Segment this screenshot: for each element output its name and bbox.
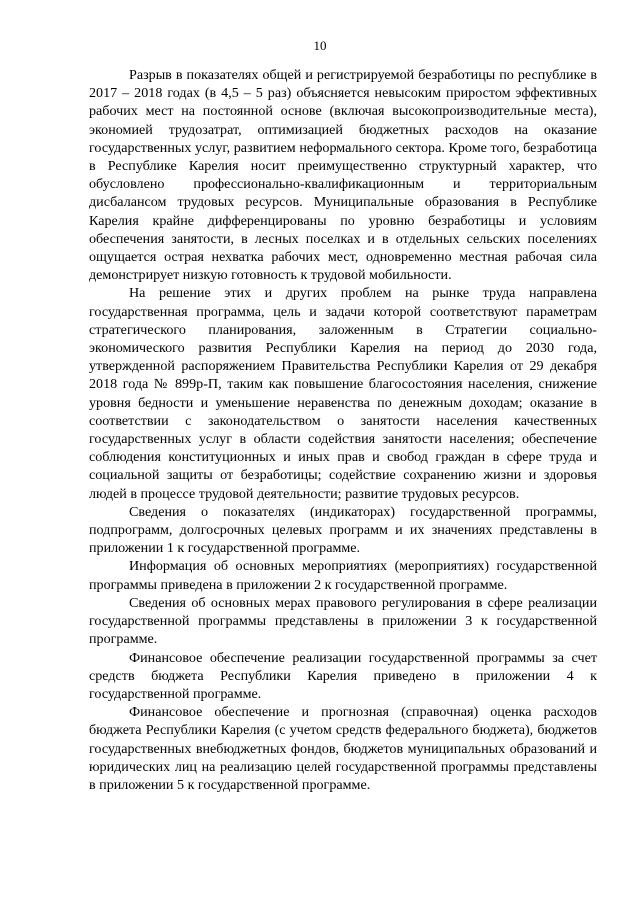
page-number: 10 [313, 38, 327, 53]
paragraph-unemployment-gap: Разрыв в показателях общей и регистрируемой безработицы по республике в 2017 – 2018 годах (в 4,5 – 5 раз) объясняется невысоким приростом эффективных рабочих мест на постоянной основе (включая высокопроизводительные места), экономией трудозатрат, оптимизацией бюджетных расходов на оказание государственных услуг, развитием неформального сектора. Кроме того, безработица в Республике Карелия носит преимущественно структурный характер, что обусловлено профессионально-квалификационным и территориальным дисбалансом трудовых ресурсов. Муниципальные образования в Республике Карелия крайне дифференцированы по уровню безработицы и условиям обеспечения занятости, в лесных поселках и в отдельных сельских поселениях ощущается острая нехватка рабочих мест, одновременно местная рабочая сила демонстрирует низкую готовность к трудовой мобильности. [89, 67, 597, 284]
paragraph-program-goals: На решение этих и других проблем на рынке труда направлена государственная программа, цель и задачи которой соответствуют параметрам стратегического планирования, заложенным в Стратегии социально-экономического развития Республики Карелия на период до 2030 года, утвержденной распоряжением Правительства Республики Карелия от 29 декабря 2018 года № 899р-П, таким как повышение благосостояния населения, снижение уровня бедности и уменьшение неравенства по денежным доходам; оказание в соответствии с законодательством о занятости населения качественных государственных услуг в области содействия занятости населения; обеспечение соблюдения конституционных и иных прав и свобод граждан в сфере труда и социальной защиты от безработицы; содействие сохранению жизни и здоровья людей в процессе трудовой деятельности; развитие трудовых ресурсов. [89, 285, 597, 502]
paragraph-indicators-appendix-1: Сведения о показателях (индикаторах) государственной программы, подпрограмм, долгосрочных целевых программ и их значениях представлены в приложении 1 к государственной программе. [89, 503, 597, 557]
paragraph-activities-appendix-2: Информация об основных мероприятиях (мероприятиях) государственной программы приведена в приложении 2 к государственной программе. [89, 558, 597, 593]
paragraph-forecast-appendix-5: Финансовое обеспечение и прогнозная (справочная) оценка расходов бюджета Республики Карелия (с учетом средств федерального бюджета), бюджетов государственных внебюджетных фондов, бюджетов муниципальных образований и юридических лиц на реализацию целей государственной программы представлены в приложении 5 к государственной программе. [89, 704, 597, 793]
paragraph-legal-measures-appendix-3: Сведения об основных мерах правового регулирования в сфере реализации государственной программы представлены в приложении 3 к государственной программе. [89, 594, 597, 648]
document-body [89, 66, 597, 794]
paragraph-funding-appendix-4: Финансовое обеспечение реализации государственной программы за счет средств бюджета Республики Карелия приведено в приложении 4 к государственной программе. [89, 649, 597, 702]
